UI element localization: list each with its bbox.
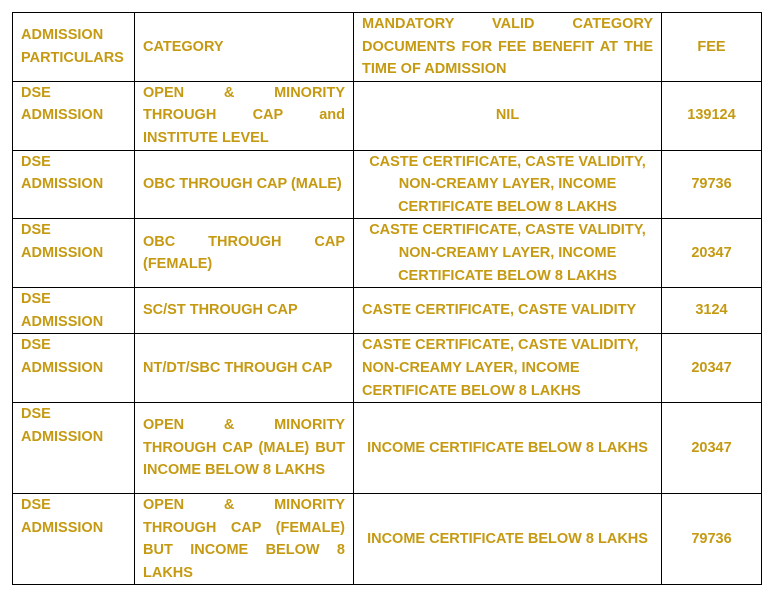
row-particulars: DSE ADMISSION: [13, 334, 135, 403]
row-category: OPEN & MINORITY THROUGH CAP (MALE) BUT INCOME BELOW 8 LAKHS: [135, 403, 354, 494]
row-documents: INCOME CERTIFICATE BELOW 8 LAKHS: [354, 403, 662, 494]
row-particulars: DSE ADMISSION: [13, 494, 135, 585]
row-fee: 20347: [662, 403, 762, 494]
row-category: OPEN & MINORITY THROUGH CAP and INSTITUTE LEVEL: [135, 81, 354, 150]
table-row: [13, 288, 762, 334]
row-fee: 79736: [662, 150, 762, 219]
row-documents: CASTE CERTIFICATE, CASTE VALIDITY: [354, 288, 662, 334]
row-documents: CASTE CERTIFICATE, CASTE VALIDITY, NON-CREAMY LAYER, INCOME CERTIFICATE BELOW 8 LAKHS: [354, 219, 662, 288]
header-particulars: ADMISSION PARTICULARS: [13, 13, 135, 82]
row-documents: NIL: [354, 81, 662, 150]
fee-table: [12, 12, 762, 585]
row-category: NT/DT/SBC THROUGH CAP: [135, 334, 354, 403]
table-row: [13, 81, 762, 150]
header-category: CATEGORY: [135, 13, 354, 82]
table-row: [13, 219, 762, 288]
row-fee: 20347: [662, 334, 762, 403]
table-row: [13, 150, 762, 219]
row-fee: 139124: [662, 81, 762, 150]
table-row: [13, 494, 762, 585]
row-particulars: DSE ADMISSION: [13, 219, 135, 288]
row-fee: 79736: [662, 494, 762, 585]
header-fee: FEE: [662, 13, 762, 82]
row-category: OPEN & MINORITY THROUGH CAP (FEMALE) BUT INCOME BELOW 8 LAKHS: [135, 494, 354, 585]
row-particulars: DSE ADMISSION: [13, 288, 135, 334]
header-row: [13, 13, 762, 82]
row-documents: CASTE CERTIFICATE, CASTE VALIDITY, NON-CREAMY LAYER, INCOME CERTIFICATE BELOW 8 LAKHS: [354, 150, 662, 219]
header-documents: MANDATORY VALID CATEGORY DOCUMENTS FOR FEE BENEFIT AT THE TIME OF ADMISSION: [354, 13, 662, 82]
row-category: OBC THROUGH CAP (FEMALE): [135, 219, 354, 288]
row-documents: INCOME CERTIFICATE BELOW 8 LAKHS: [354, 494, 662, 585]
row-fee: 20347: [662, 219, 762, 288]
table-row: [13, 403, 762, 494]
row-particulars: DSE ADMISSION: [13, 403, 135, 494]
row-documents: CASTE CERTIFICATE, CASTE VALIDITY, NON-CREAMY LAYER, INCOME CERTIFICATE BELOW 8 LAKHS: [354, 334, 662, 403]
row-category: OBC THROUGH CAP (MALE): [135, 150, 354, 219]
row-particulars: DSE ADMISSION: [13, 150, 135, 219]
row-particulars: DSE ADMISSION: [13, 81, 135, 150]
table-row: [13, 334, 762, 403]
row-fee: 3124: [662, 288, 762, 334]
fee-table-container: [12, 12, 762, 585]
row-category: SC/ST THROUGH CAP: [135, 288, 354, 334]
